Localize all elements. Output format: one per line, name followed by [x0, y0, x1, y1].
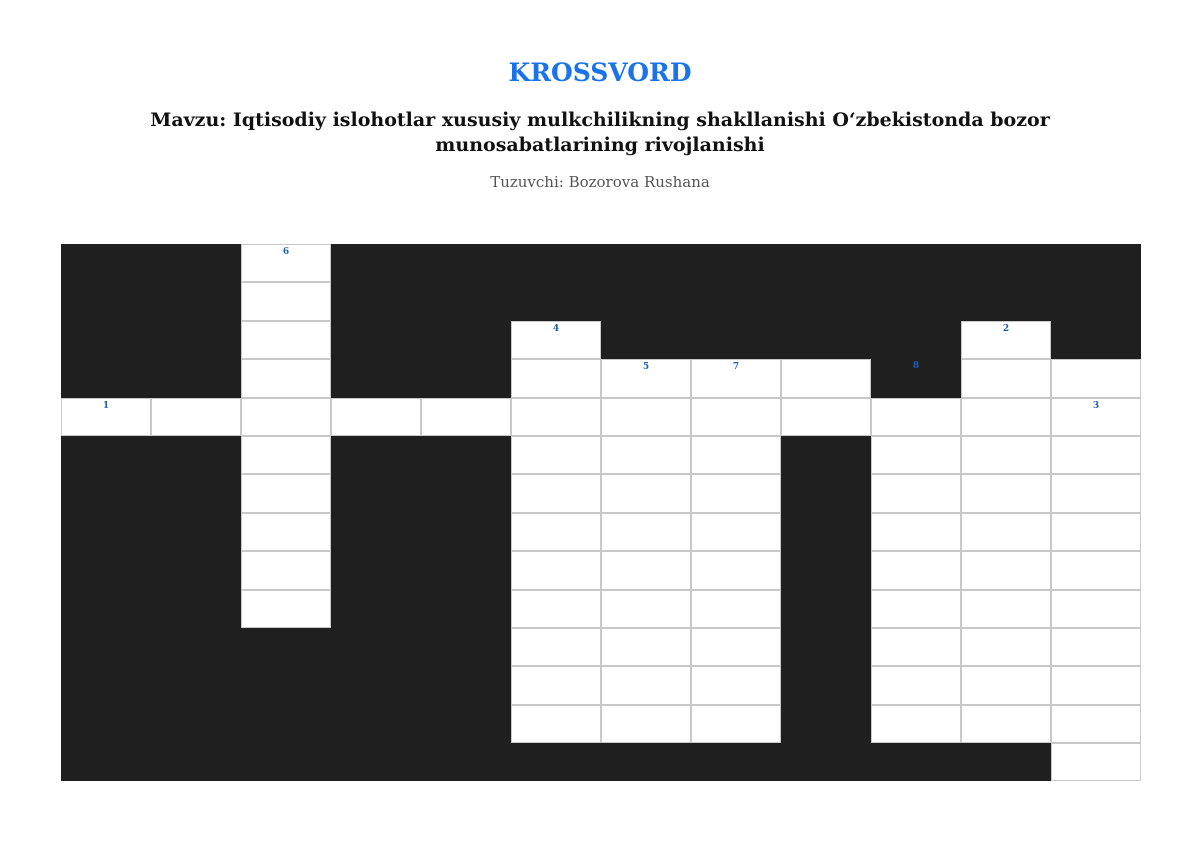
crossword-cell[interactable]	[511, 513, 601, 551]
blocked-cell	[331, 282, 421, 320]
blocked-cell	[331, 436, 421, 474]
blocked-cell	[421, 244, 511, 282]
crossword-cell[interactable]	[781, 359, 871, 397]
blocked-cell	[871, 244, 961, 282]
blocked-cell	[151, 513, 241, 551]
blocked-cell	[871, 743, 961, 781]
crossword-cell[interactable]	[691, 436, 781, 474]
blocked-cell	[961, 282, 1051, 320]
crossword-cell[interactable]	[961, 398, 1051, 436]
crossword-cell[interactable]	[151, 398, 241, 436]
crossword-cell[interactable]	[601, 628, 691, 666]
crossword-cell[interactable]	[691, 359, 781, 397]
crossword-cell[interactable]	[601, 551, 691, 589]
blocked-cell	[61, 743, 151, 781]
crossword-cell[interactable]	[241, 436, 331, 474]
blocked-cell	[961, 743, 1051, 781]
blocked-cell	[781, 513, 871, 551]
crossword-cell[interactable]	[691, 628, 781, 666]
blocked-cell	[151, 359, 241, 397]
crossword-cell[interactable]	[601, 666, 691, 704]
clue-number: 4	[552, 323, 560, 334]
crossword-cell[interactable]	[961, 551, 1051, 589]
blocked-cell	[421, 474, 511, 512]
crossword-cell[interactable]	[1051, 474, 1141, 512]
crossword-cell[interactable]	[871, 513, 961, 551]
crossword-cell[interactable]	[511, 474, 601, 512]
crossword-cell[interactable]	[241, 282, 331, 320]
clue-number: 6	[282, 247, 290, 257]
blocked-cell	[331, 705, 421, 743]
blocked-cell	[421, 282, 511, 320]
blocked-cell	[151, 705, 241, 743]
crossword-cell[interactable]	[961, 705, 1051, 743]
blocked-cell	[61, 282, 151, 320]
blocked-cell	[601, 282, 691, 320]
crossword-cell[interactable]	[1051, 359, 1141, 397]
blocked-cell	[421, 551, 511, 589]
clue-number: 1	[102, 400, 110, 411]
blocked-cell	[151, 321, 241, 359]
blocked-cell	[61, 590, 151, 628]
crossword-cell[interactable]	[691, 513, 781, 551]
blocked-cell	[151, 474, 241, 512]
blocked-cell	[151, 666, 241, 704]
crossword-cell[interactable]	[241, 398, 331, 436]
crossword-cell[interactable]	[961, 590, 1051, 628]
blocked-cell	[781, 244, 871, 282]
crossword-cell[interactable]	[1051, 628, 1141, 666]
blocked-cell	[781, 743, 871, 781]
blocked-cell	[691, 743, 781, 781]
crossword-cell[interactable]	[1051, 398, 1141, 436]
clue-number: 2	[1002, 323, 1010, 334]
blocked-cell	[871, 282, 961, 320]
blocked-cell	[61, 244, 151, 282]
crossword-cell[interactable]	[961, 474, 1051, 512]
crossword-cell[interactable]	[241, 474, 331, 512]
crossword-cell[interactable]	[241, 590, 331, 628]
blocked-cell	[511, 743, 601, 781]
blocked-cell	[331, 359, 421, 397]
crossword-cell[interactable]	[1051, 743, 1141, 781]
blocked-cell	[421, 705, 511, 743]
blocked-cell	[241, 628, 331, 666]
crossword-cell[interactable]	[871, 436, 961, 474]
crossword-cell[interactable]	[691, 590, 781, 628]
blocked-cell	[61, 321, 151, 359]
crossword-cell[interactable]	[871, 590, 961, 628]
blocked-cell	[421, 513, 511, 551]
blocked-cell	[61, 359, 151, 397]
crossword-cell[interactable]	[1051, 513, 1141, 551]
crossword-cell[interactable]	[601, 513, 691, 551]
crossword-cell[interactable]	[511, 551, 601, 589]
blocked-cell	[691, 244, 781, 282]
blocked-cell	[781, 282, 871, 320]
blocked-cell	[61, 513, 151, 551]
blocked-cell	[781, 474, 871, 512]
crossword-cell[interactable]	[601, 398, 691, 436]
crossword-cell[interactable]	[61, 398, 151, 436]
blocked-cell	[61, 666, 151, 704]
blocked-cell	[961, 244, 1051, 282]
blocked-cell	[151, 282, 241, 320]
blocked-cell	[691, 321, 781, 359]
topic-subtitle: Mavzu: Iqtisodiy islohotlar xususiy mulkchilikning shakllanishi O‘zbekistonda bozor munosabatlarining rivojlanishi	[150, 109, 1050, 156]
blocked-cell	[601, 321, 691, 359]
crossword-cell[interactable]	[691, 398, 781, 436]
blocked-cell	[421, 321, 511, 359]
blocked-cell	[151, 628, 241, 666]
blocked-cell	[331, 474, 421, 512]
blocked-cell	[1051, 282, 1141, 320]
blocked-cell	[331, 666, 421, 704]
crossword-cell[interactable]	[691, 705, 781, 743]
crossword-cell[interactable]	[601, 359, 691, 397]
clue-number: 5	[642, 362, 650, 373]
blocked-cell	[1051, 321, 1141, 359]
crossword-cell[interactable]	[961, 359, 1051, 397]
blocked-cell	[331, 590, 421, 628]
crossword-cell[interactable]	[871, 474, 961, 512]
blocked-cell	[601, 743, 691, 781]
crossword-cell[interactable]	[511, 666, 601, 704]
blocked-cell	[151, 590, 241, 628]
blocked-cell	[421, 359, 511, 397]
blocked-cell	[1051, 244, 1141, 282]
crossword-cell[interactable]	[961, 321, 1051, 359]
clue-number: 3	[1092, 400, 1100, 411]
blocked-cell	[241, 743, 331, 781]
crossword-cell[interactable]	[511, 590, 601, 628]
blocked-cell	[61, 705, 151, 743]
crossword-cell[interactable]	[871, 398, 961, 436]
blocked-cell	[511, 282, 601, 320]
blocked-cell	[241, 666, 331, 704]
blocked-cell	[151, 436, 241, 474]
blocked-cell	[421, 666, 511, 704]
crossword-cell[interactable]	[601, 590, 691, 628]
crossword-cell[interactable]	[241, 244, 331, 282]
crossword-cell[interactable]	[871, 705, 961, 743]
blocked-cell	[331, 551, 421, 589]
crossword-cell[interactable]	[691, 666, 781, 704]
blocked-cell	[871, 321, 961, 359]
blocked-cell	[421, 743, 511, 781]
crossword-cell[interactable]	[241, 513, 331, 551]
crossword-cell[interactable]	[1051, 551, 1141, 589]
crossword-cell[interactable]	[691, 474, 781, 512]
blocked-cell	[781, 666, 871, 704]
crossword-cell[interactable]	[1051, 436, 1141, 474]
crossword-cell[interactable]	[241, 321, 331, 359]
clue-number: 7	[732, 362, 740, 373]
crossword-cell[interactable]	[601, 705, 691, 743]
crossword-cell[interactable]	[961, 436, 1051, 474]
blocked-cell	[511, 244, 601, 282]
blocked-cell	[421, 590, 511, 628]
blocked-cell	[61, 436, 151, 474]
blocked-cell	[691, 282, 781, 320]
crossword-cell[interactable]	[511, 398, 601, 436]
blocked-cell	[61, 628, 151, 666]
crossword-cell[interactable]	[511, 359, 601, 397]
crossword-cell[interactable]	[961, 513, 1051, 551]
blocked-cell	[781, 705, 871, 743]
blocked-cell	[61, 551, 151, 589]
crossword-cell[interactable]	[511, 321, 601, 359]
crossword-cell[interactable]	[1051, 705, 1141, 743]
blocked-cell	[331, 513, 421, 551]
crossword-cell[interactable]	[241, 551, 331, 589]
crossword-cell[interactable]	[511, 705, 601, 743]
crossword-cell[interactable]	[1051, 666, 1141, 704]
crossword-cell[interactable]	[961, 666, 1051, 704]
crossword-cell[interactable]	[871, 666, 961, 704]
page-title: KROSSVORD	[508, 58, 692, 87]
crossword-cell[interactable]	[691, 551, 781, 589]
crossword-cell[interactable]	[871, 628, 961, 666]
crossword-grid	[61, 244, 1141, 781]
blocked-cell	[151, 551, 241, 589]
crossword-cell[interactable]	[601, 436, 691, 474]
crossword-cell[interactable]	[1051, 590, 1141, 628]
crossword-cell[interactable]	[511, 628, 601, 666]
clue-number: 8	[912, 361, 920, 372]
blocked-cell	[781, 436, 871, 474]
crossword-cell[interactable]	[331, 398, 421, 436]
blocked-cell	[871, 359, 961, 397]
blocked-cell	[331, 628, 421, 666]
blocked-cell	[61, 474, 151, 512]
blocked-cell	[781, 551, 871, 589]
crossword-cell[interactable]	[781, 398, 871, 436]
crossword-cell[interactable]	[961, 628, 1051, 666]
crossword-cell[interactable]	[601, 474, 691, 512]
blocked-cell	[781, 628, 871, 666]
crossword-cell[interactable]	[421, 398, 511, 436]
blocked-cell	[151, 244, 241, 282]
blocked-cell	[331, 743, 421, 781]
blocked-cell	[601, 244, 691, 282]
crossword-cell[interactable]	[241, 359, 331, 397]
blocked-cell	[421, 628, 511, 666]
author-line: Tuzuvchi: Bozorova Rushana	[490, 173, 710, 191]
crossword-cell[interactable]	[511, 436, 601, 474]
blocked-cell	[331, 321, 421, 359]
blocked-cell	[781, 321, 871, 359]
blocked-cell	[781, 590, 871, 628]
blocked-cell	[241, 705, 331, 743]
crossword-cell[interactable]	[871, 551, 961, 589]
blocked-cell	[421, 436, 511, 474]
blocked-cell	[331, 244, 421, 282]
blocked-cell	[151, 743, 241, 781]
